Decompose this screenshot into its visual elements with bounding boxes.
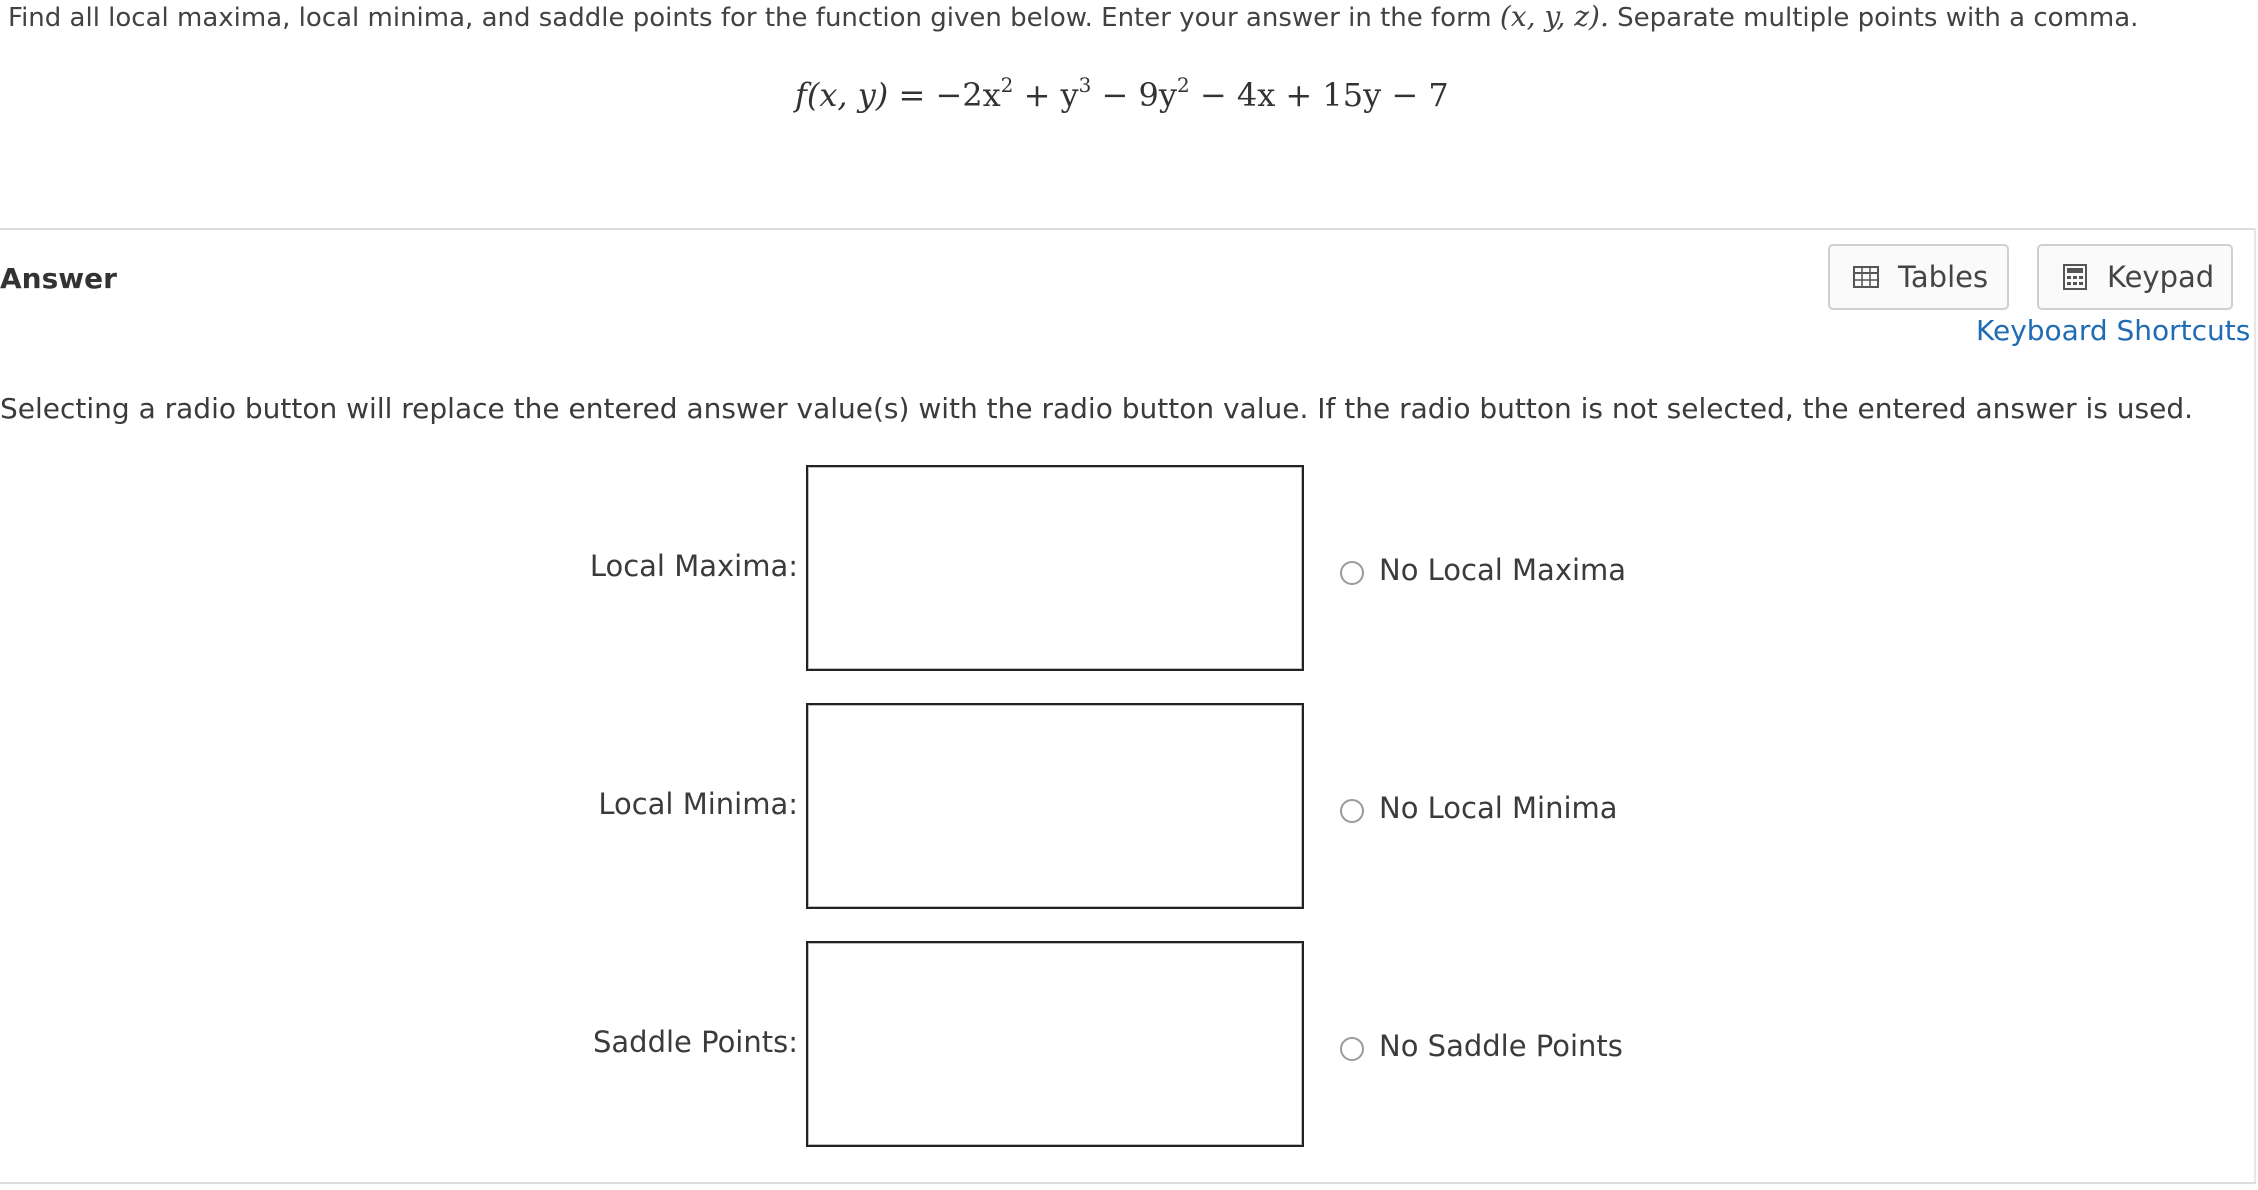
section-divider — [0, 228, 2256, 230]
equation-part-4: − 4x + 15y − 7 — [1189, 76, 1449, 114]
form-notation: (x, y, z). — [1499, 0, 1609, 33]
answer-panel-border — [2254, 228, 2256, 1184]
equation-part-3: − 9y — [1091, 76, 1177, 114]
local-maxima-input[interactable] — [806, 465, 1304, 671]
no-local-minima-radio[interactable] — [1340, 799, 1364, 823]
no-local-minima-label[interactable]: No Local Minima — [1379, 791, 1618, 825]
equation-part-1: = −2x — [888, 76, 1001, 114]
no-local-maxima-radio[interactable] — [1340, 561, 1364, 585]
exponent-y2: 2 — [1176, 73, 1190, 97]
no-local-maxima-label[interactable]: No Local Maxima — [1379, 553, 1627, 587]
exponent-x: 2 — [1000, 73, 1014, 97]
local-maxima-label: Local Maxima: — [589, 549, 798, 583]
keyboard-shortcuts-link[interactable]: Keyboard Shortcuts — [1976, 314, 2251, 347]
prompt-text-start: Find all local maxima, local minima, and saddle points for the function given below. Enter your answer in the form — [8, 3, 1500, 33]
no-saddle-points-radio[interactable] — [1340, 1037, 1364, 1061]
calculator-keypad-icon — [2061, 263, 2089, 291]
keypad-button[interactable] — [2037, 244, 2233, 310]
tables-button-label: Tables — [1898, 260, 1989, 294]
exponent-y3: 3 — [1078, 73, 1092, 97]
answer-heading: Answer — [0, 262, 117, 295]
keypad-button-label: Keypad — [2107, 260, 2215, 294]
equation-lhs: f(x, y) — [795, 76, 889, 114]
question-prompt — [8, 0, 2138, 35]
table-grid-icon — [1852, 263, 1880, 291]
saddle-points-label: Saddle Points: — [593, 1025, 798, 1059]
function-equation — [795, 73, 1449, 114]
no-saddle-points-label[interactable]: No Saddle Points — [1379, 1029, 1623, 1063]
radio-notice: Selecting a radio button will replace the entered answer value(s) with the radio button value. If the radio button is not selected, the entered answer is used. — [0, 392, 2194, 425]
prompt-text-end: Separate multiple points with a comma. — [1608, 3, 2139, 33]
bottom-divider — [0, 1182, 2256, 1184]
local-minima-input[interactable] — [806, 703, 1304, 909]
tables-button[interactable] — [1828, 244, 2009, 310]
equation-part-2: + y — [1013, 76, 1079, 114]
saddle-points-input[interactable] — [806, 941, 1304, 1147]
local-minima-label: Local Minima: — [598, 787, 798, 821]
